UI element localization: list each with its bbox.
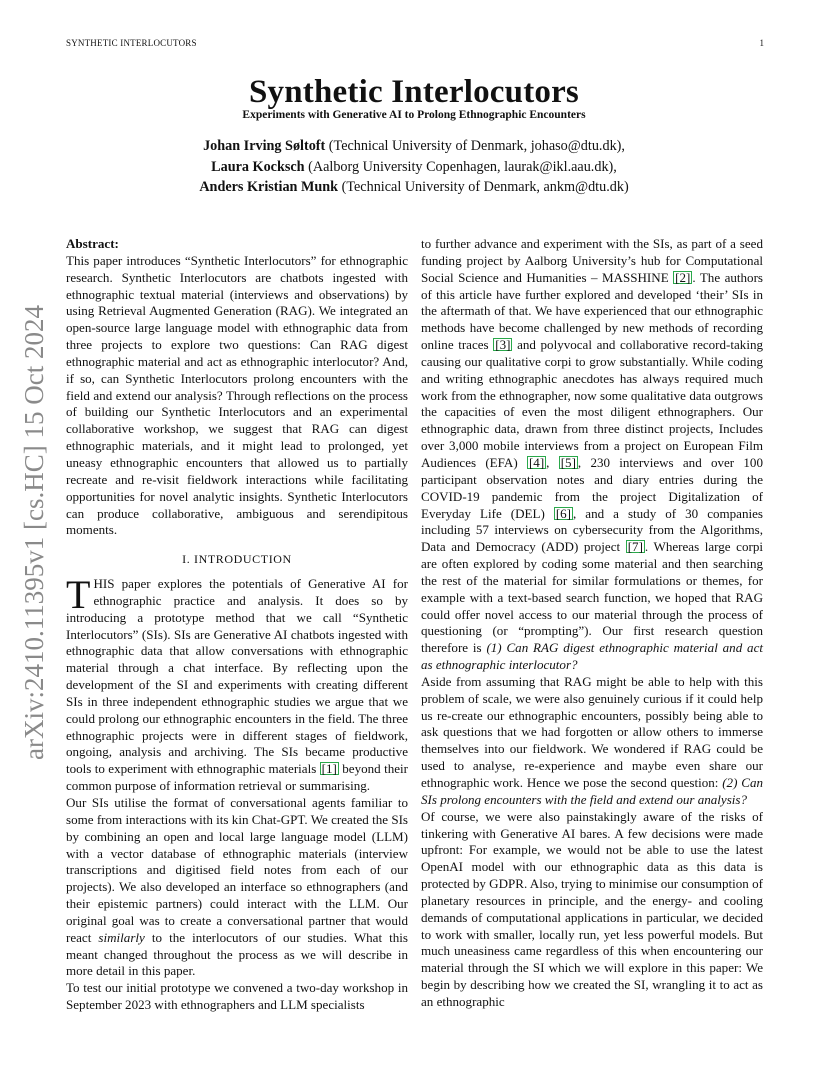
text-run: to further advance and experiment with the SIs, as part of a seed funding project by Aalborg University’s hub for Computational Social Science and Humanities – MASSHINE <box>421 236 763 285</box>
intro-paragraph-1 <box>66 572 408 795</box>
author-line <box>0 177 828 198</box>
right-paragraph-2 <box>421 674 763 809</box>
author-name: Laura Kocksch <box>211 158 305 175</box>
section-heading-introduction: I. INTRODUCTION <box>182 552 292 567</box>
drop-cap: T <box>66 572 91 618</box>
author-line <box>0 136 828 157</box>
citation-link[interactable]: [1] <box>321 761 337 777</box>
author-affiliation: (Technical University of Denmark, ankm@dtu.dk) <box>338 179 629 195</box>
emphasis: similarly <box>98 929 145 945</box>
text-run: , <box>546 454 559 470</box>
text-run: . The authors of this article have further explored and developed ‘their’ SIs in the aftermath of that. We have experienced that our ethnographic methods have become challenged by new methods of recording online traces <box>421 269 763 353</box>
text-run: beyond their common purpose of information retrieval or summarising. <box>66 761 408 794</box>
left-column <box>66 236 408 1014</box>
citation-link[interactable]: [2] <box>675 269 691 285</box>
abstract-label <box>66 236 408 253</box>
author-line <box>0 157 828 178</box>
citation-link[interactable]: [6] <box>555 505 572 521</box>
author-affiliation: (Aalborg University Copenhagen, laurak@ikl.aau.dk), <box>304 158 617 175</box>
arxiv-identifier: arXiv:2410.11395v1 [cs.HC] 15 Oct 2024 <box>19 305 49 760</box>
citation-link[interactable]: [5] <box>560 454 576 470</box>
abstract-text: This paper introduces “Synthetic Interlocutors” for ethnographic research. Synthetic Interlocutors are chatbots ingested with ethnographic textual material (interviews and observations) by using Retrieval Augmented Generation (RAG). We integrated an open-source large language model with ethnographic data from three projects to explore two questions: Can RAG digest ethnographic material and act as ethnographic interlocutor? And, if so, can Synthetic Interlocutors prolong encounters with the field and extend our analysis? Through reflections on the process of building our Synthetic Interlocutors and an experimental collaborative workshop, we suggest that RAG can digest ethnographic materials, and it might lead to prolonged, yet uneasy ethnographic encounters that allowed us to partially recreate and re-visit fieldwork interactions while facilitating opportunities for novel analytic insights. Synthetic Interlocutors can produce collaborative, ambiguous and serendipitous moments. <box>66 252 408 538</box>
right-column <box>421 236 763 1011</box>
text-run: , 230 interviews and over 100 participant observation notes and diary entries during the COVID-19 pandemic from the project Digitalization of Everyday Life (DEL) <box>421 454 763 521</box>
text-run: . Whereas large corpi are often explored by coding some material and then searching the rest of the material for similar formulations or themes, for example with a text-based search function, we hoped that RAG could offer novel access to our material through the process of questioning (or “prompting”). Our first research question therefore is <box>421 539 763 656</box>
citation-link[interactable]: [7] <box>627 539 643 555</box>
text-run: to the interlocutors of our studies. What this meant changed throughout the process as we will describe in more detail in this paper. <box>66 929 408 979</box>
text-run: , and a study of 30 companies including 57 interviews on cybersecurity from the Algorithms, Data and Democracy (ADD) project <box>421 505 763 555</box>
paper-title: Synthetic Interlocutors <box>249 74 579 110</box>
author-affiliation: (Technical University of Denmark, johaso@dtu.dk), <box>325 138 625 154</box>
author-list <box>0 136 828 198</box>
research-question-1: (1) Can RAG digest ethnographic material and act as ethnographic interlocutor? <box>421 640 763 673</box>
text-run: and polyvocal and collaborative record-taking causing our qualitative corpi to grow substantially. While coding and writing ethnographic anecdotes has always required much work from the ethnographer, now some qualitative data outgrows the capacities of even the most diligent ethnographers. Our ethnographic data, drawn from three distinct projects, Includes over 3,000 mobile interviews from a project on European Film Audiences (EFA) <box>421 337 763 470</box>
author-name: Johan Irving Søltoft <box>203 138 326 154</box>
citation-link[interactable]: [4] <box>528 454 545 470</box>
paper-subtitle: Experiments with Generative AI to Prolong Ethnographic Encounters <box>242 109 586 121</box>
text-run: HIS paper explores the potentials of Generative AI for ethnographic practice and analysis. It does so by introducing a prototype method that we call “Synthetic Interlocutors” (SIs). SIs are Generative AI chatbots ingested with ethnographic data that allow conversations with ethnographic material through a chat interface. By reflecting upon the development of the SI and experiments with creating different SIs in three independent ethnographic studies we argue that we could prolong our ethnographic encounters in the field. The three ethnographic projects were in different stages of fieldwork, ongoing, analysis and archiving. The SIs became productive tools to experiment with ethnographic materials <box>66 576 408 777</box>
intro-paragraph-2 <box>66 795 408 980</box>
text-run: Our SIs utilise the format of conversational agents familiar to some from interactions with its kin Chat-GPT. We created the SIs by combining an open and local large language model (LLM) with a vector database of ethnographic materials (interview transcriptions and digitised field notes from each of our projects). We also developed an interface so ethnographers (and their epistemic partners) could interact with the LLM. Our original goal was to create a conversational partner that would react <box>66 795 408 945</box>
citation-link[interactable]: [3] <box>495 337 511 353</box>
abstract-heading: Abstract: <box>66 236 119 251</box>
author-name: Anders Kristian Munk <box>199 179 339 195</box>
text-run: Aside from assuming that RAG might be able to help with this problem of scale, we were also genuinely curious if it could help us re-create our ethnographic encounters, possibly being able to ask questions that we had forgotten or allow others to immerse themselves into our fieldwork. We wondered if RAG could be used to analyse, re-experience and maybe even share our ethnographic work. Hence we pose the second question: <box>421 673 763 790</box>
right-paragraph-1 <box>421 236 763 674</box>
running-head: SYNTHETIC INTERLOCUTORS <box>66 38 197 48</box>
research-question-2: (2) Can SIs prolong encounters with the field and extend our analysis? <box>421 775 763 807</box>
page-number: 1 <box>759 38 764 48</box>
right-paragraph-3: Of course, we were also painstakingly aware of the risks of tinkering with Generative AI bares. A few decisions were made upfront: For example, we would not be able to use the latest OpenAI model with our ethnographic data as this data is protected by GDPR. Also, trying to minimise our consumption of planetary resources in principle, and the energy- and cooling demands of computational applications in particular, we decided to work with smaller, locally run, yet less powerful models. But much uneasiness came regardless of this when encountering our material through the SI which we will explore in this paper: We begin by describing how we created the SI, wrangling it to act as an ethnographic <box>421 808 763 1009</box>
intro-paragraph-3: To test our initial prototype we convened a two-day workshop in September 2023 with ethnographers and LLM specialists <box>66 980 408 1013</box>
